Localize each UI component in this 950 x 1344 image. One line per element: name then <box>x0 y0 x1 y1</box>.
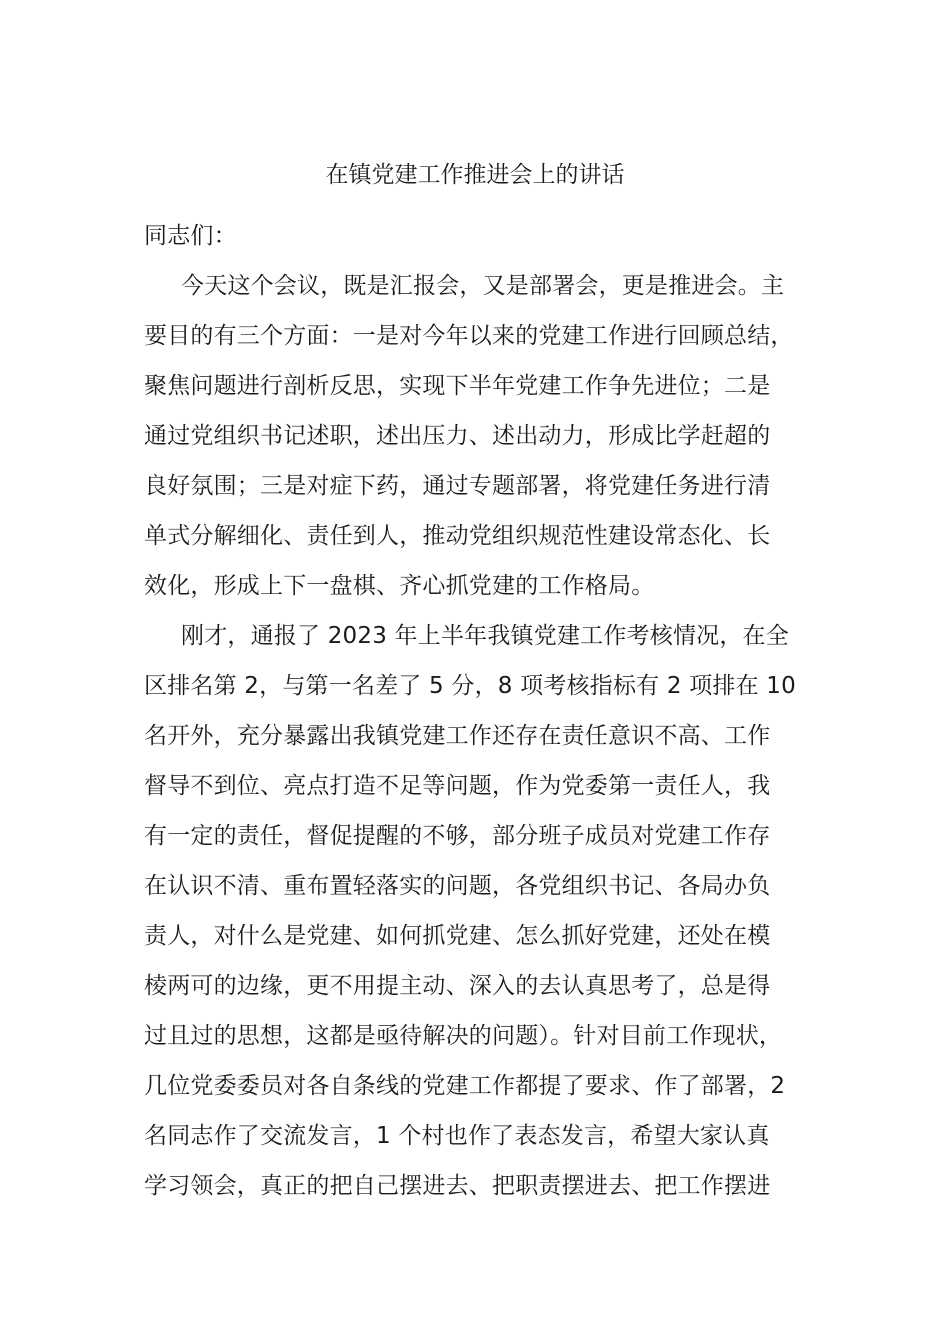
paragraph-line: 区排名第 2，与第一名差了 5 分，8 项考核指标有 2 项排在 10 <box>144 673 796 699</box>
paragraph-line: 名开外，充分暴露出我镇党建工作还存在责任意识不高、工作 <box>144 723 771 749</box>
paragraph-line: 责人，对什么是党建、如何抓党建、怎么抓好党建，还处在模 <box>144 923 771 949</box>
paragraph-line: 通过党组织书记述职，述出压力、述出动力，形成比学赶超的 <box>144 423 771 449</box>
paragraph-line: 过且过的思想，这都是亟待解决的问题）。针对目前工作现状， <box>144 1023 783 1049</box>
paragraph-2 <box>144 618 806 1218</box>
paragraph-line: 刚才，通报了 2023 年上半年我镇党建工作考核情况，在全 <box>181 623 789 649</box>
paragraph-line: 在认识不清、重布置轻落实的问题，各党组织书记、各局办负 <box>144 873 771 899</box>
paragraph-line: 有一定的责任，督促提醒的不够，部分班子成员对党建工作存 <box>144 823 771 849</box>
paragraph-line: 几位党委委员对各自条线的党建工作都提了要求、作了部署，2 <box>144 1073 786 1099</box>
paragraph-line: 效化，形成上下一盘棋、齐心抓党建的工作格局。 <box>144 573 655 599</box>
paragraph-line: 单式分解细化、责任到人，推动党组织规范性建设常态化、长 <box>144 523 771 549</box>
paragraph-line: 良好氛围；三是对症下药，通过专题部署，将党建任务进行清 <box>144 473 771 499</box>
paragraph-line: 督导不到位、亮点打造不足等问题，作为党委第一责任人，我 <box>144 773 771 799</box>
paragraph-line: 要目的有三个方面：一是对今年以来的党建工作进行回顾总结， <box>144 323 794 349</box>
paragraph-line: 聚焦问题进行剖析反思，实现下半年党建工作争先进位；二是 <box>144 373 771 399</box>
document-title: 在镇党建工作推进会上的讲话 <box>325 162 625 188</box>
paragraph-line: 棱两可的边缘，更不用提主动、深入的去认真思考了，总是得 <box>144 973 771 999</box>
paragraph-line: 名同志作了交流发言，1 个村也作了表态发言，希望大家认真 <box>144 1123 770 1149</box>
paragraph-line: 今天这个会议，既是汇报会，又是部署会，更是推进会。主 <box>181 273 785 299</box>
document-body <box>144 218 806 1218</box>
paragraph-1 <box>144 268 806 618</box>
salutation: 同志们： <box>144 223 237 249</box>
paragraph-line: 学习领会，真正的把自己摆进去、把职责摆进去、把工作摆进 <box>144 1173 771 1199</box>
